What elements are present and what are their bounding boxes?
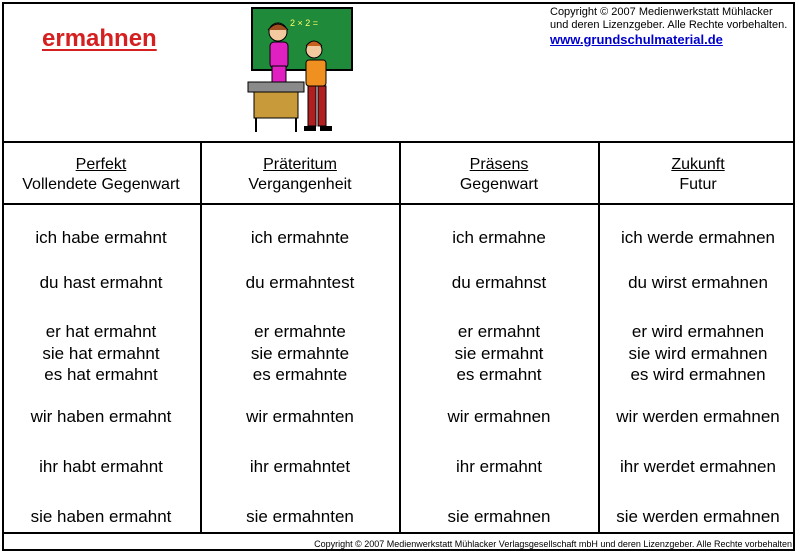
conjugation-form: ihr ermahntet — [249, 457, 351, 476]
conjugation-form: sie haben ermahnt — [30, 507, 172, 526]
chalkboard-text: 2 × 2 = — [290, 18, 319, 28]
page-title: ermahnen — [42, 25, 157, 52]
conjugation-form: ihr werdet ermahnen — [620, 457, 776, 476]
teacher-student-illustration — [246, 6, 358, 138]
conjugation-form: du ermahnst — [451, 273, 547, 292]
copyright-notice-top — [550, 6, 787, 48]
conjugation-form: du wirst ermahnen — [628, 273, 768, 292]
conjugation-form: sie ermahnt — [454, 343, 544, 363]
conjugation-form: es ermahnt — [456, 365, 542, 384]
tense-german-name: Futur — [679, 176, 717, 193]
conjugation-form: sie ermahnten — [246, 507, 354, 526]
conjugation-form: er wird ermahnen — [631, 322, 765, 341]
conjugation-form: sie ermahnen — [447, 507, 551, 526]
tense-name: Perfekt — [75, 156, 127, 173]
conjugation-form: er ermahnt — [457, 322, 541, 341]
column-header-perfekt — [2, 155, 200, 195]
conjugation-form: sie hat ermahnt — [42, 343, 160, 363]
conjugation-form: ihr ermahnt — [456, 457, 542, 476]
conjugation-form: du ermahntest — [245, 273, 355, 292]
column-header-praeteritum — [201, 155, 399, 195]
conjugation-form: es hat ermahnt — [44, 365, 158, 384]
tense-german-name: Vergangenheit — [248, 176, 352, 193]
conjugation-form: wir haben ermahnt — [30, 407, 172, 426]
conjugation-form: wir ermahnten — [246, 407, 354, 426]
tense-german-name: Gegenwart — [459, 176, 539, 193]
column-header-zukunft — [599, 155, 797, 195]
tense-name: Zukunft — [671, 156, 725, 173]
conjugation-form: ich ermahnte — [250, 228, 350, 247]
column-header-praesens — [400, 155, 598, 195]
conjugation-form: ich werde ermahnen — [620, 228, 776, 247]
conjugation-form: ich habe ermahnt — [35, 228, 167, 247]
conjugation-form: es ermahnte — [252, 365, 348, 384]
tense-name: Präsens — [469, 156, 529, 173]
copyright-line-2: und deren Lizenzgeber. Alle Rechte vorbehalten. — [550, 19, 788, 31]
conjugation-form: sie ermahnte — [250, 343, 350, 363]
website-link[interactable]: www.grundschulmaterial.de — [550, 32, 723, 47]
conjugation-form: es wird ermahnen — [630, 365, 766, 384]
conjugation-form: sie werden ermahnen — [616, 507, 780, 526]
conjugation-form: du hast ermahnt — [39, 273, 163, 292]
conjugation-form: er ermahnte — [254, 322, 346, 341]
conjugation-form: wir ermahnen — [447, 407, 551, 426]
conjugation-form: wir werden ermahnen — [616, 407, 780, 426]
tense-name: Präteritum — [263, 156, 337, 173]
footer-copyright: Copyright © 2007 Medienwerkstatt Mühlacker Verlagsgesellschaft mbH und deren Lizenzgeber. Alle Rechte vorbehalten — [314, 539, 792, 549]
conjugation-form: ich ermahne — [452, 228, 546, 247]
conjugation-form: sie wird ermahnen — [628, 343, 768, 363]
conjugation-form: er hat ermahnt — [45, 322, 157, 341]
copyright-line-1: Copyright © 2007 Medienwerkstatt Mühlacker — [550, 6, 773, 18]
tense-german-name: Vollendete Gegenwart — [22, 176, 180, 193]
conjugation-form: ihr habt ermahnt — [39, 457, 163, 476]
